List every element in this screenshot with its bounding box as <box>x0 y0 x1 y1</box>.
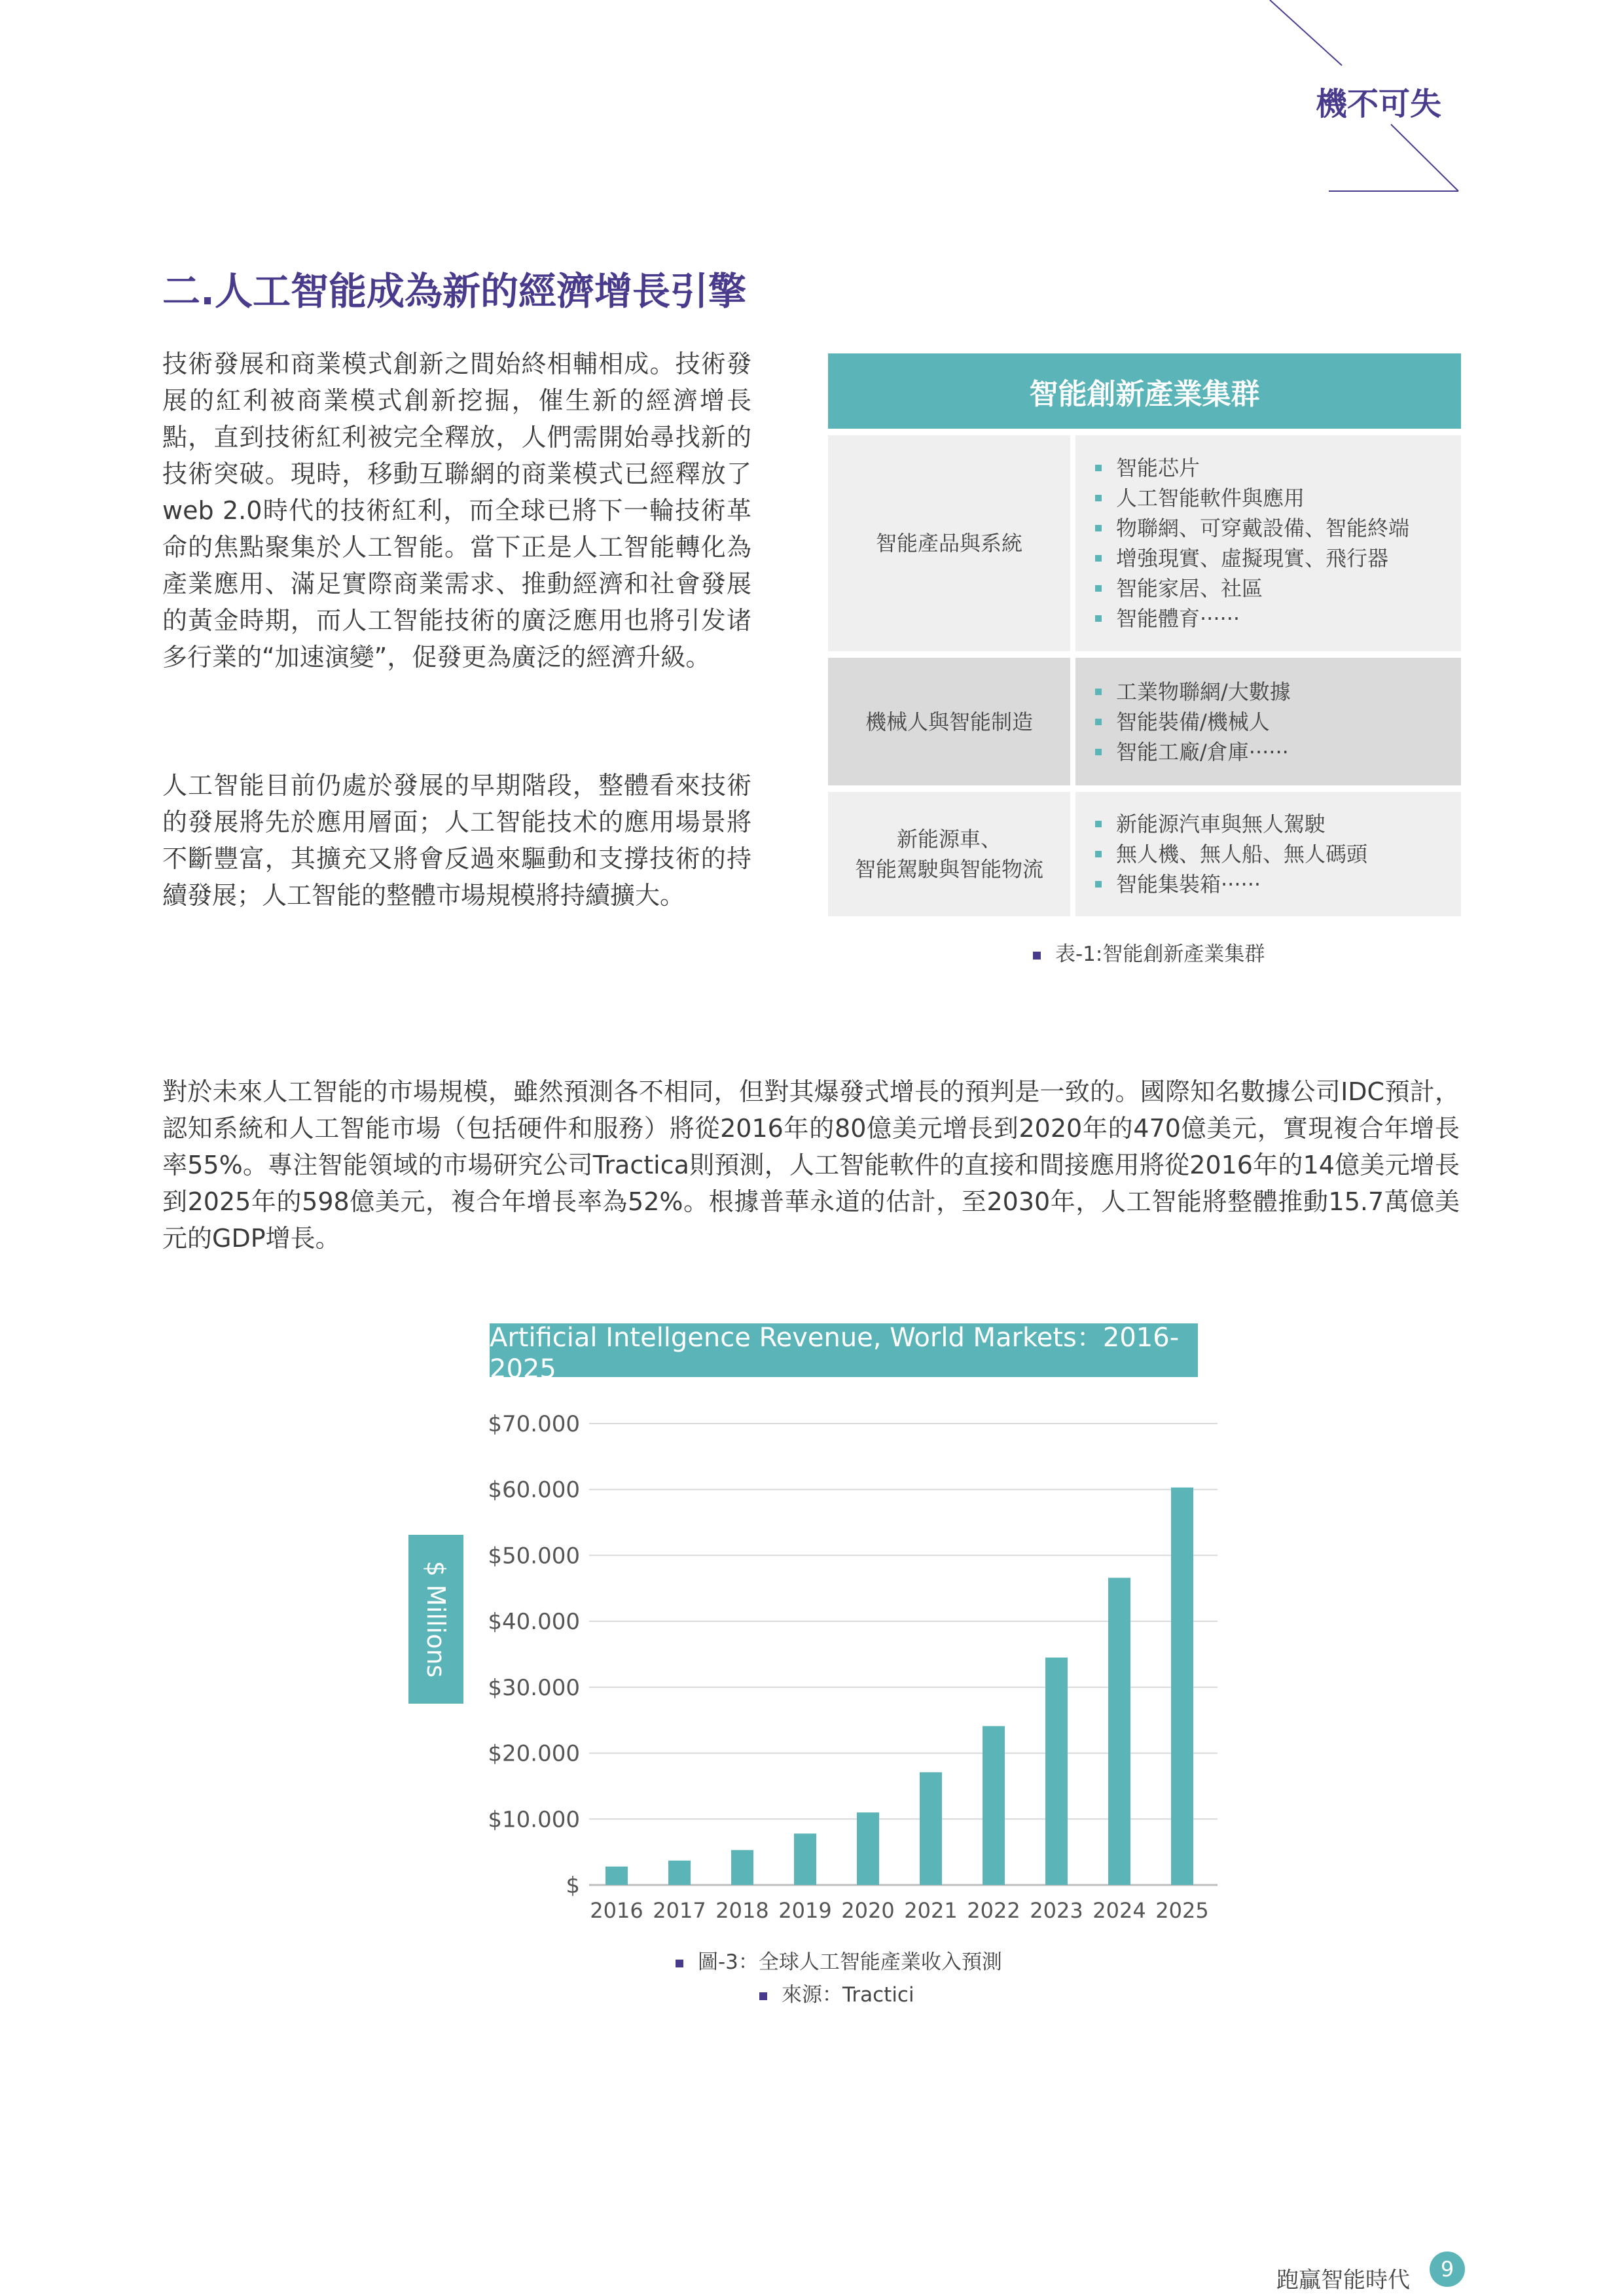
row-category <box>828 792 1070 916</box>
cluster-table-title: 智能創新產業集群 <box>828 353 1461 429</box>
chart-ylabel-box <box>408 1535 463 1704</box>
list-item: 人工智能軟件與應用 <box>1116 483 1461 513</box>
section-title: 二.人工智能成為新的經濟增長引擎 <box>162 269 747 314</box>
bar-2021 <box>920 1772 942 1885</box>
chart-title: Artificial Intellgence Revenue, World Markets：2016-2025 <box>490 1323 1198 1377</box>
x-tick-label: 2024 <box>1092 1898 1146 1923</box>
bar-2018 <box>731 1850 753 1885</box>
list-item: 智能家居、社區 <box>1116 573 1461 603</box>
chart-ylabel: $ Millions <box>422 1560 450 1678</box>
caption-bullet-icon <box>759 1992 767 2000</box>
table-caption-text: 表-1:智能創新產業集群 <box>1055 942 1265 966</box>
chapter-title: 機不可失 <box>1316 86 1442 122</box>
list-item: 智能芯片 <box>1116 453 1461 483</box>
figure-caption-text: 圖-3：全球人工智能產業收入預測 <box>698 1950 1002 1974</box>
bar-2023 <box>1045 1658 1068 1885</box>
table-row <box>828 658 1461 785</box>
y-tick-label: $10.000 <box>488 1806 580 1833</box>
list-item: 智能集裝箱······ <box>1116 869 1461 899</box>
list-item: 智能體育······ <box>1116 603 1461 634</box>
x-tick-label: 2018 <box>715 1898 769 1923</box>
list-item: 增強現實、虛擬現實、飛行器 <box>1116 543 1461 573</box>
figure-caption <box>676 1945 1002 1975</box>
caption-bullet-icon <box>1033 952 1041 960</box>
x-tick-label: 2021 <box>904 1898 958 1923</box>
x-tick-label: 2025 <box>1155 1898 1209 1923</box>
y-tick-label: $30.000 <box>488 1674 580 1701</box>
bar-2019 <box>794 1833 816 1885</box>
row-items <box>1075 658 1461 785</box>
list-item: 無人機、無人船、無人碼頭 <box>1116 839 1461 869</box>
table-caption <box>1033 937 1265 967</box>
bar-2020 <box>857 1812 879 1885</box>
list-item: 物聯網、可穿戴設備、智能終端 <box>1116 513 1461 543</box>
y-tick-label: $40.000 <box>488 1609 580 1636</box>
bar-2017 <box>668 1861 691 1885</box>
row-items <box>1075 792 1461 916</box>
y-tick-label: $60.000 <box>488 1477 580 1503</box>
list-item: 智能裝備/機械人 <box>1116 707 1461 737</box>
row-items <box>1075 435 1461 651</box>
row-category-line: 機械人與智能制造 <box>865 709 1033 734</box>
row-category-line: 智能駕駛與智能物流 <box>854 857 1043 882</box>
list-item: 新能源汽車與無人駕駛 <box>1116 809 1461 839</box>
bar-2016 <box>605 1867 628 1885</box>
row-category <box>828 658 1070 785</box>
row-category-line: 新能源車、 <box>896 827 1001 852</box>
figure-source-text: 來源：Tractici <box>782 1983 914 2007</box>
caption-bullet-icon <box>676 1960 683 1967</box>
figure-source <box>759 1978 914 2007</box>
x-tick-label: 2023 <box>1030 1898 1083 1923</box>
y-tick-label: $20.000 <box>488 1740 580 1767</box>
x-tick-label: 2017 <box>653 1898 706 1923</box>
list-item: 工業物聯網/大數據 <box>1116 677 1461 707</box>
y-tick-label: $70.000 <box>488 1411 580 1437</box>
stage-paragraph: 人工智能目前仍處於發展的早期階段，整體看來技術的發展將先於應用層面；人工智能技术的應用場景將不斷豐富，其擴充又將會反過來驅動和支撐技術的持續發展；人工智能的整體市場規模將持續擴大。 <box>162 771 751 910</box>
bar-2024 <box>1108 1578 1130 1885</box>
market-paragraph: 對於未來人工智能的市場規模，雖然預測各不相同，但對其爆發式增長的預判是一致的。國際知名數據公司IDC預計，認知系統和人工智能市場（包括硬件和服務）將從2016年的80億美元增長到2020年的470億美元，實現複合年增長率55%。專注智能領域的市場研究公司Tractica則預測，人工智能軟件的直接和間接應用將從2016年的14億美元增長到2025年的598億美元，複合年增長率為52%。根據普華永道的估計，至2030年，人工智能將整體推動15.7萬億美元的GDP增長。 <box>162 1077 1460 1253</box>
x-tick-label: 2020 <box>841 1898 895 1923</box>
cluster-table <box>828 353 1461 916</box>
intro-paragraph: 技術發展和商業模式創新之間始終相輔相成。技術發展的紅利被商業模式創新挖掘，催生新的經濟增長點，直到技術紅利被完全釋放，人們需開始尋找新的技術突破。現時，移動互聯網的商業模式已經釋放了web 2.0時代的技術紅利，而全球已將下一輪技術革命的焦點聚集於人工智能。當下正是人工智能轉化為產業應用、滿足實際商業需求、推動經濟和社會發展的黃金時期，而人工智能技術的廣泛應用也將引发诸多行業的“加速演變”，促發更為廣泛的經濟升級。 <box>162 350 751 672</box>
bar-2025 <box>1171 1488 1193 1885</box>
list-item: 智能工廠/倉庫······ <box>1116 737 1461 767</box>
x-tick-label: 2022 <box>967 1898 1020 1923</box>
x-tick-label: 2016 <box>590 1898 643 1923</box>
row-category <box>828 435 1070 651</box>
x-tick-label: 2019 <box>778 1898 832 1923</box>
row-category-line: 智能產品與系統 <box>875 531 1022 556</box>
page-number: 9 <box>1430 2251 1465 2287</box>
revenue-bar-chart <box>471 1388 1244 1924</box>
footer-title: 跑贏智能時代 <box>1276 2267 1410 2293</box>
table-row <box>828 792 1461 916</box>
y-tick-label: $ <box>566 1873 580 1899</box>
table-row <box>828 435 1461 651</box>
y-tick-label: $50.000 <box>488 1543 580 1570</box>
bar-2022 <box>983 1726 1005 1885</box>
